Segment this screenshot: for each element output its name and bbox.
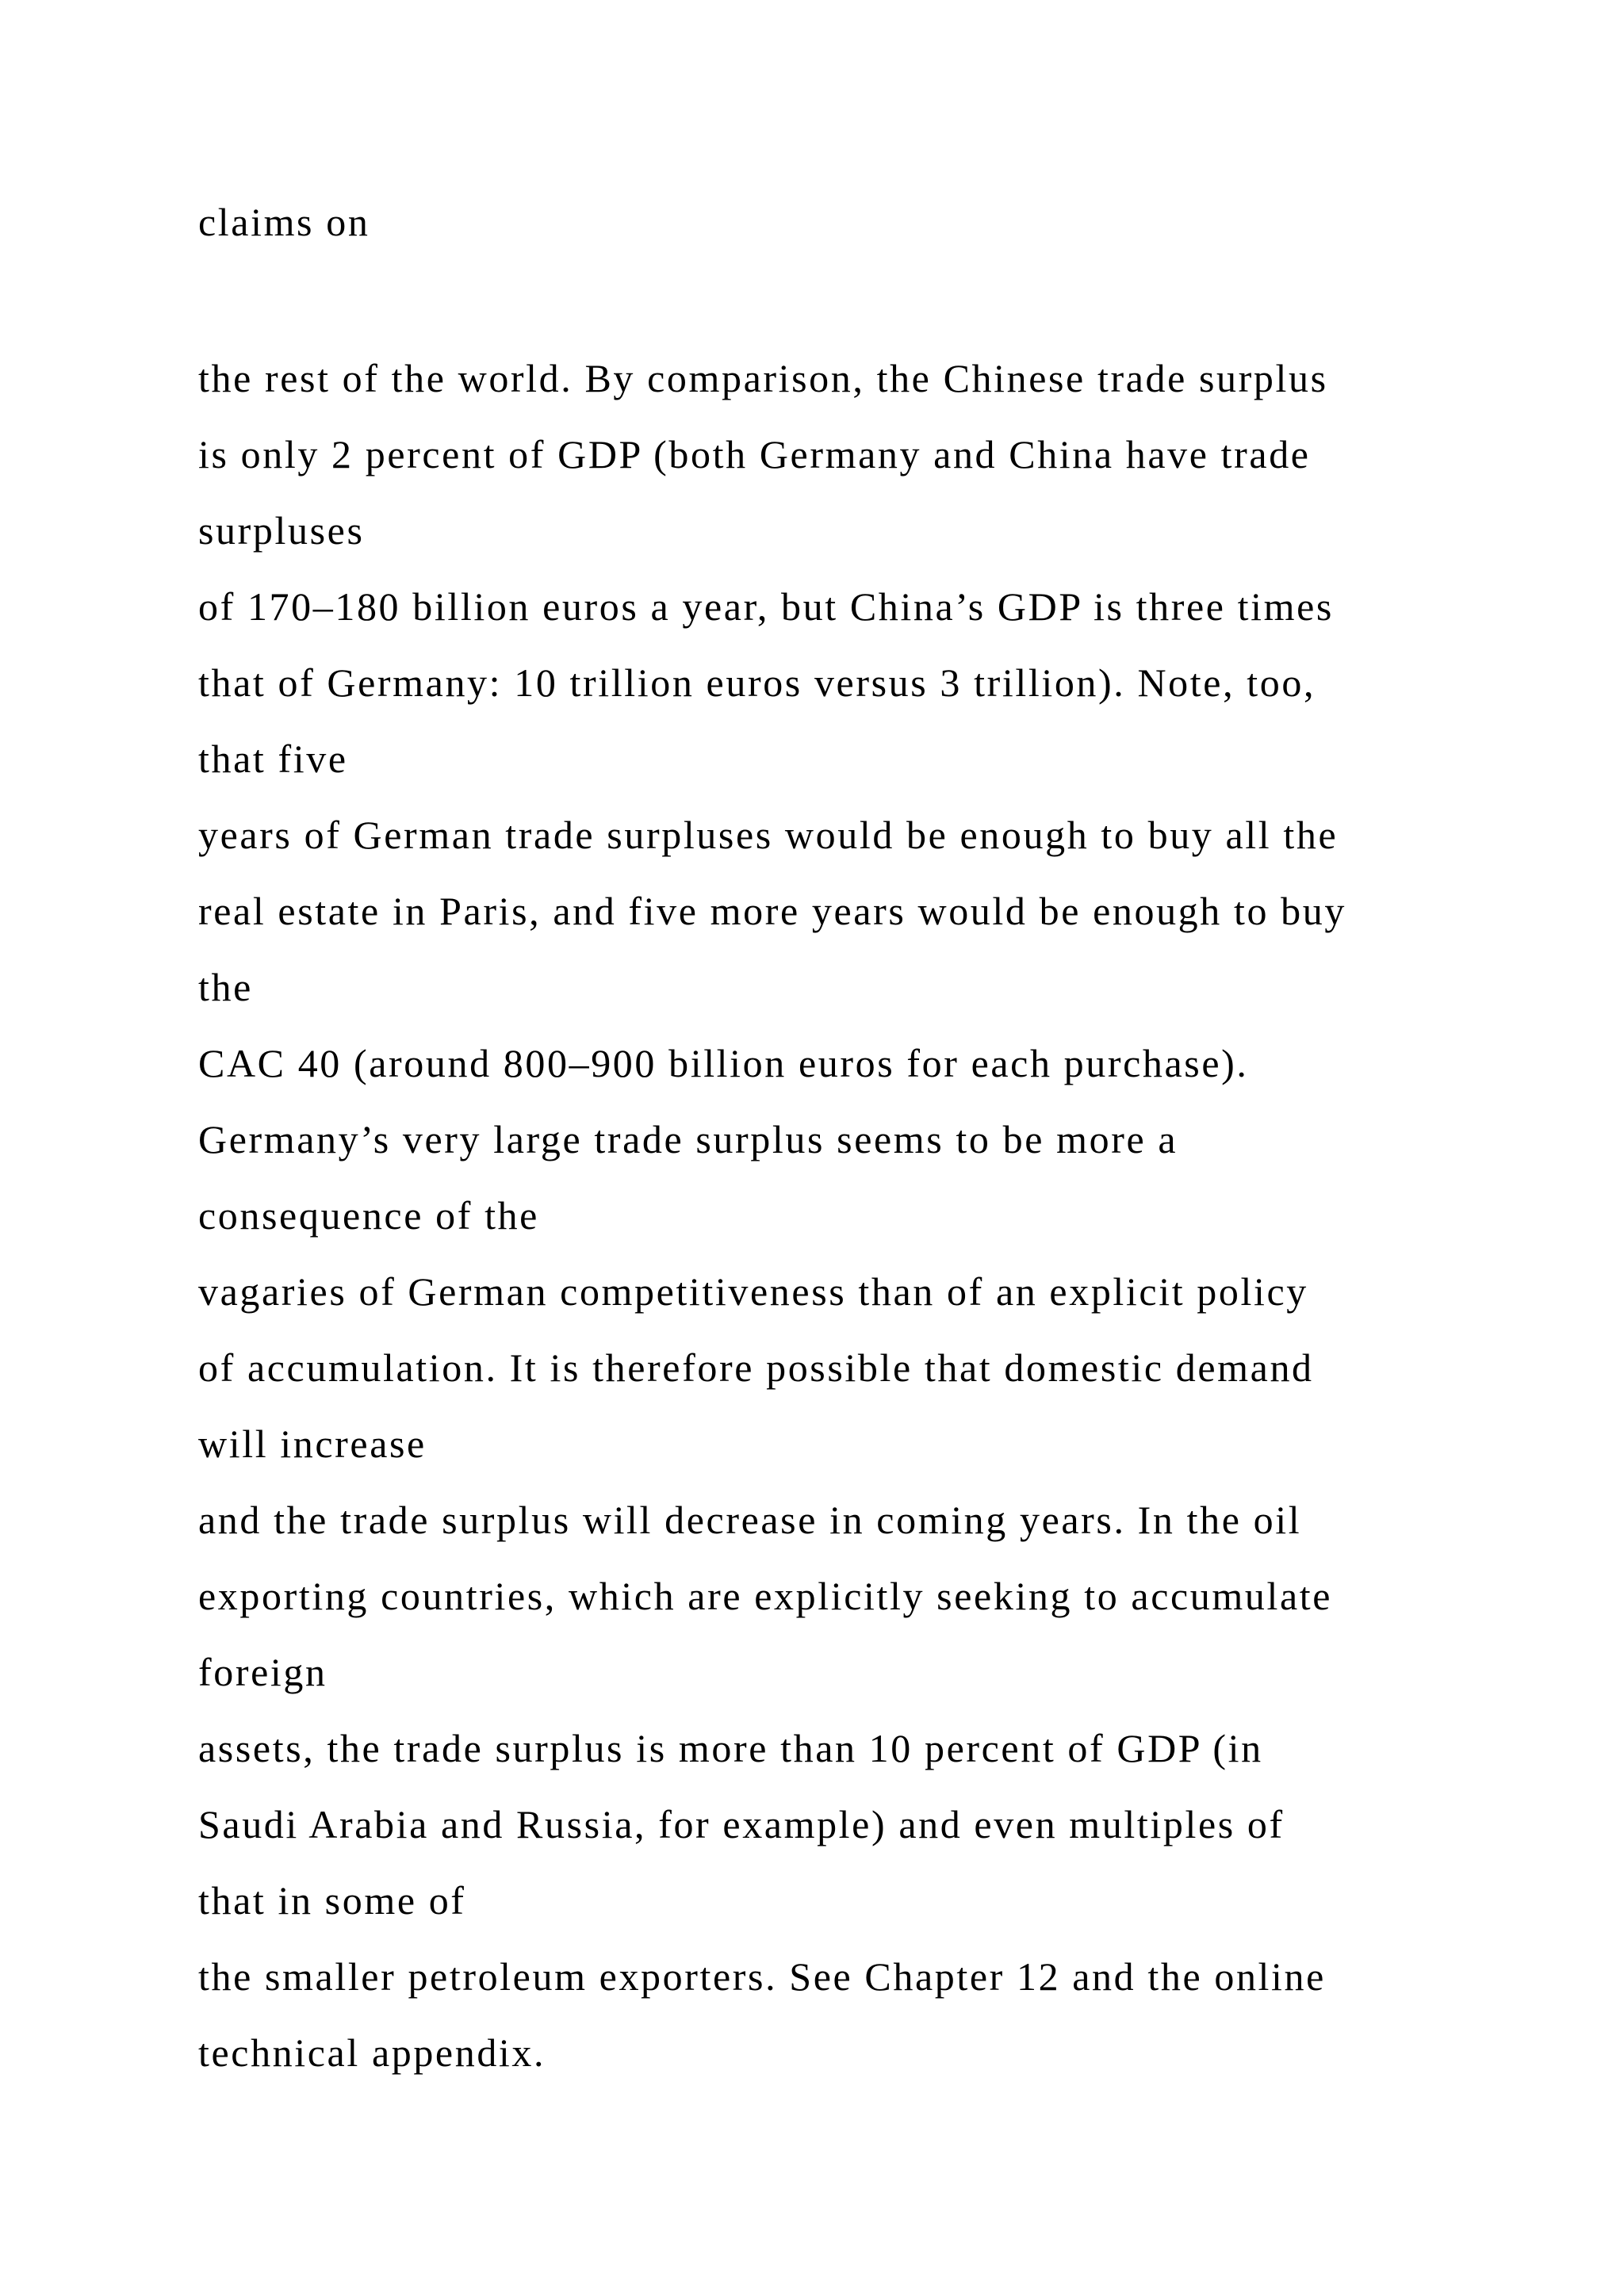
text-line-10: the: [198, 965, 253, 1009]
text-line-6: that of Germany: 10 trillion euros versus 3 trillion). Note, too,: [198, 660, 1316, 705]
text-line-1: claims on: [198, 200, 370, 244]
text-line-18: exporting countries, which are explicitly seeking to accumulate: [198, 1574, 1333, 1618]
text-line-13: consequence of the: [198, 1193, 539, 1238]
text-line-22: that in some of: [198, 1878, 466, 1923]
text-line-7: that five: [198, 737, 348, 781]
text-line-11: CAC 40 (around 800–900 billion euros for each purchase).: [198, 1041, 1249, 1085]
text-line-14: vagaries of German competitiveness than of an explicit policy: [198, 1269, 1308, 1314]
text-line-2: the rest of the world. By comparison, the Chinese trade surplus: [198, 356, 1328, 400]
text-line-19: foreign: [198, 1650, 327, 1694]
text-line-20: assets, the trade surplus is more than 10 percent of GDP (in: [198, 1726, 1263, 1770]
text-line-24: technical appendix.: [198, 2030, 546, 2075]
text-line-4: surpluses: [198, 508, 365, 553]
text-line-15: of accumulation. It is therefore possible that domestic demand: [198, 1345, 1314, 1390]
text-line-21: Saudi Arabia and Russia, for example) and even multiples of: [198, 1802, 1285, 1846]
text-line-12: Germany’s very large trade surplus seems to be more a: [198, 1117, 1178, 1161]
text-line-8: years of German trade surpluses would be enough to buy all the: [198, 813, 1339, 857]
text-line-16: will increase: [198, 1422, 427, 1466]
text-line-3: is only 2 percent of GDP (both Germany and China have trade: [198, 432, 1311, 476]
text-line-23: the smaller petroleum exporters. See Chapter 12 and the online: [198, 1954, 1326, 1999]
text-line-5: of 170–180 billion euros a year, but China’s GDP is three times: [198, 584, 1334, 629]
text-line-9: real estate in Paris, and five more years would be enough to buy: [198, 889, 1346, 933]
text-line-17: and the trade surplus will decrease in coming years. In the oil: [198, 1498, 1302, 1542]
